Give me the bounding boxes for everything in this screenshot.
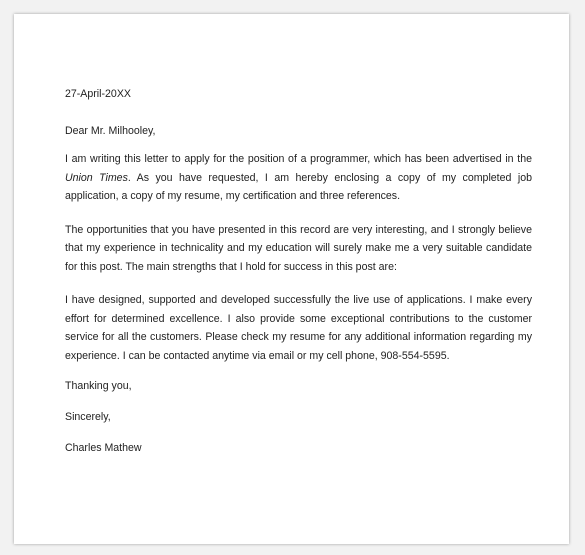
paragraph-intro (65, 150, 532, 206)
paragraph-intro-text-1: I am writing this letter to apply for the position of a programmer, which has been advertised in the (65, 153, 532, 166)
signature-name: Charles Mathew (65, 441, 142, 454)
paragraph-opportunities: The opportunities that you have presented in this record are very interesting, and I strongly believe that my experience in technicality and my education will surely make me a very suitable candidate for this post. The main strengths that I hold for success in this post are: (65, 223, 532, 273)
letter-date: 27-April-20XX (65, 88, 131, 100)
paragraph-intro-text-2: . As you have requested, I am hereby enclosing a copy of my completed job application, a copy of my resume, my certification and three references. (65, 171, 532, 203)
paragraph-strengths: I have designed, supported and developed successfully the live use of applications. I make every effort for determined excellence. I also provide some exceptional contributions to the customer service for all the customers. Please check my resume for any additional information regarding my experience. I can be contacted anytime via email or my cell phone, 908-554-5595. (65, 294, 532, 362)
letter-body (65, 85, 532, 457)
closing-sincerely: Sincerely, (65, 411, 111, 423)
newspaper-name: Union Times (65, 171, 128, 184)
salutation: Dear Mr. Milhooley, (65, 125, 156, 138)
document-sheet (14, 14, 569, 544)
closing-thanks: Thanking you, (65, 380, 132, 393)
